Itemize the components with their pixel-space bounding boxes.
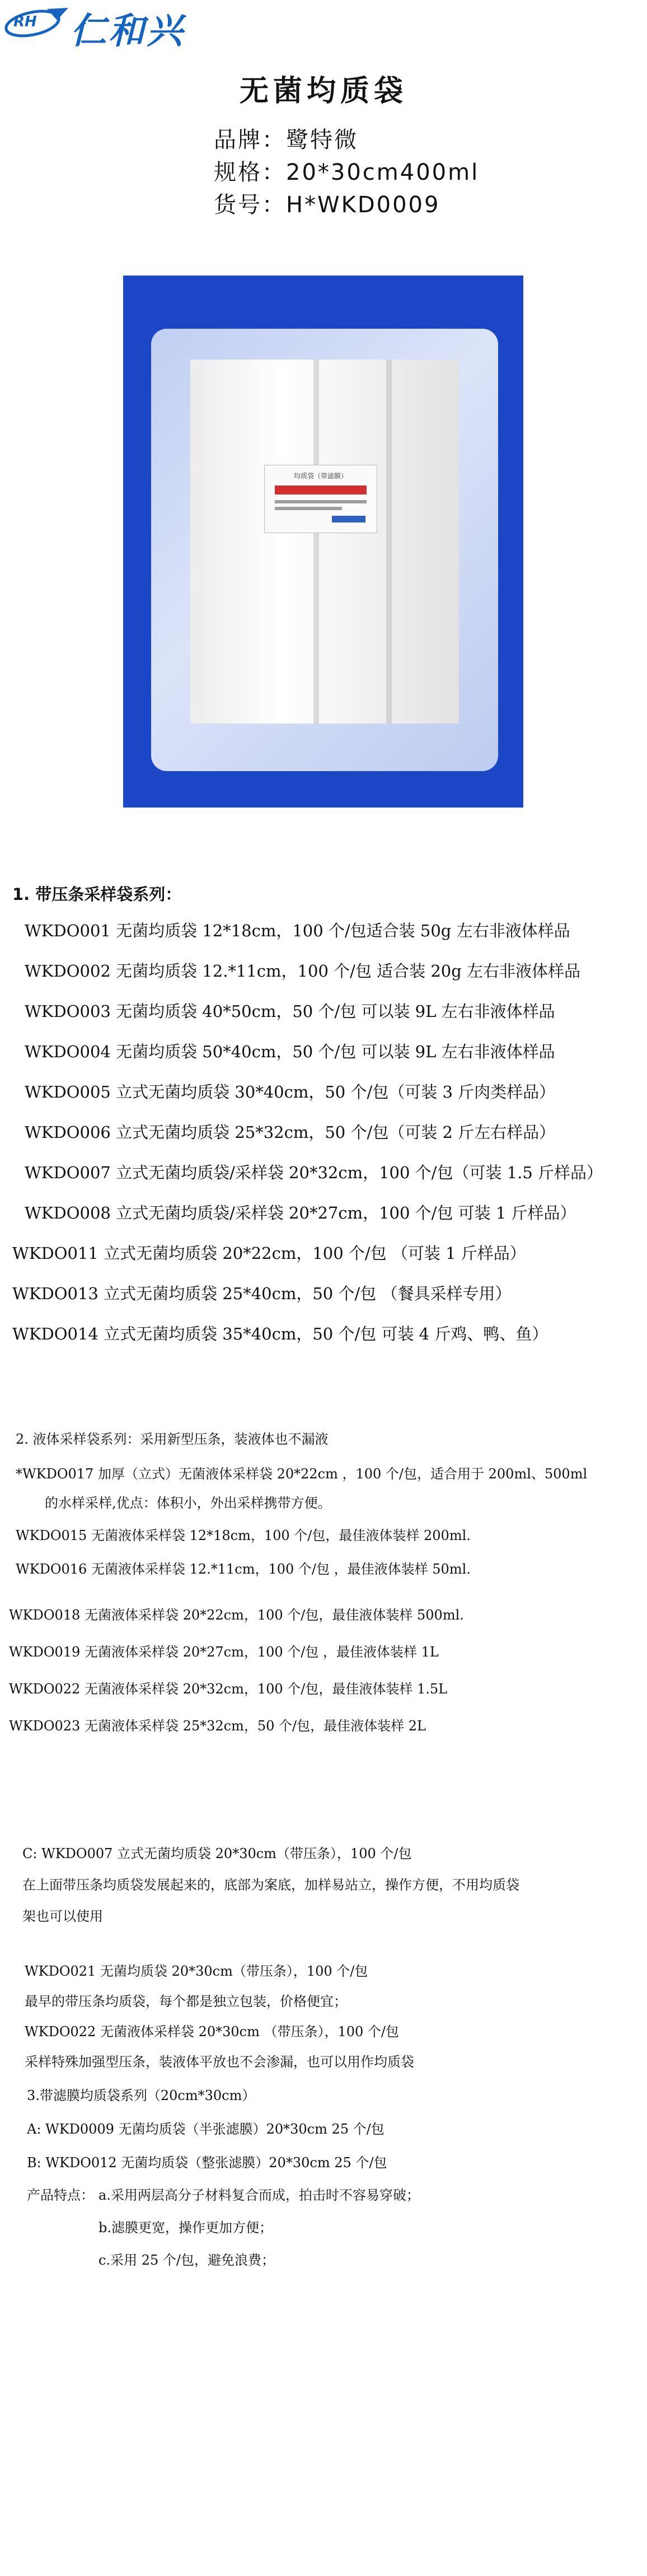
filter-series-item-a: A: WKD0009 无菌均质袋（半张滤膜）20*30cm 25 个/包 — [27, 2121, 385, 2137]
section1-item: WKDO004 无菌均质袋 50*40cm，50 个/包 可以装 9L 左右非液体样品 — [25, 1042, 555, 1061]
section1-item: WKDO013 立式无菌均质袋 25*40cm，50 个/包 （餐具采样专用） — [12, 1284, 512, 1303]
section3-note: 最早的带压条均质袋，每个都是独立包装，价格便宜； — [25, 1994, 347, 2009]
section1-item: WKDO002 无菌均质袋 12.*11cm，100 个/包 适合装 20g 左右非液体样品 — [25, 962, 581, 981]
section2-intro-line: 的水样采样,优点：体积小，外出采样携带方便。 — [45, 1495, 331, 1511]
section2-item: WKDO022 无菌液体采样袋 20*32cm，100 个/包，最佳液体装样 1.5L — [9, 1681, 448, 1697]
label-card-red-band — [275, 486, 367, 494]
label-card-text-line — [275, 500, 367, 503]
bag-stack — [190, 360, 459, 724]
filter-series-heading: 3.带滤膜均质袋系列（20cm*30cm） — [27, 2088, 256, 2103]
bag-fold-line — [386, 360, 392, 724]
section1-item: WKDO007 立式无菌均质袋/采样袋 20*32cm，100 个/包（可装 1.5 斤样品） — [25, 1163, 603, 1182]
filter-series-item-b: B: WKDO012 无菌均质袋（整张滤膜）20*30cm 25 个/包 — [27, 2155, 387, 2171]
section2-item: WKDO023 无菌液体采样袋 25*32cm，50 个/包，最佳液体装样 2L — [9, 1718, 426, 1734]
label-card-text-line — [275, 507, 342, 510]
section3-item: WKDO021 无菌均质袋 20*30cm（带压条），100 个/包 — [25, 1963, 368, 1979]
label-card-title: 均质袋（带滤膜） — [293, 472, 348, 480]
section2-item: WKDO016 无菌液体采样袋 12.*11cm，100 个/包 ，最佳液体装样 50ml. — [16, 1561, 471, 1577]
spec-line: 规格：20*30cm400ml — [214, 160, 480, 185]
section3-item: WKDO022 无菌液体采样袋 20*30cm （带压条），100 个/包 — [25, 2024, 400, 2040]
section3-note: 采样特殊加强型压条，装液体平放也不会渗漏，也可以用作均质袋 — [25, 2054, 414, 2070]
section2-item: WKDO018 无菌液体采样袋 20*22cm，100 个/包，最佳液体装样 500ml. — [9, 1607, 464, 1623]
section1-item: WKDO008 立式无菌均质袋/采样袋 20*27cm，100 个/包 可装 1 斤样品） — [25, 1203, 576, 1222]
section2-intro-line: *WKDO017 加厚（立式）无菌液体采样袋 20*22cm ，100 个/包，适合用于 200ml、500ml — [16, 1466, 588, 1482]
item-number-line: 货号：H*WKD0009 — [214, 192, 440, 218]
section3-c-description: 在上面带压条均质袋发展起来的，底部为案底，加样易站立，操作方便，不用均质袋 — [22, 1877, 519, 1893]
features-label: 产品特点： — [27, 2187, 94, 2203]
label-card-blue-mark — [332, 516, 365, 522]
section2-item: WKDO015 无菌液体采样袋 12*18cm，100 个/包，最佳液体装样 200ml. — [16, 1528, 471, 1543]
section1-item: WKDO005 立式无菌均质袋 30*40cm，50 个/包（可装 3 斤肉类样品） — [25, 1082, 556, 1102]
section1-item: WKDO001 无菌均质袋 12*18cm，100 个/包适合装 50g 左右非液体样品 — [25, 921, 570, 940]
brand-line: 品牌：鹭特微 — [214, 127, 358, 153]
section3-c-description: 架也可以使用 — [22, 1908, 103, 1924]
section2-item: WKDO019 无菌液体采样袋 20*27cm，100 个/包 ，最佳液体装样 1L — [9, 1644, 439, 1660]
section1-item: WKDO003 无菌均质袋 40*50cm，50 个/包 可以装 9L 左右非液体样品 — [25, 1002, 555, 1021]
feature-item: a.采用两层高分子材料复合而成，拍击时不容易穿破； — [99, 2187, 420, 2203]
section2-heading: 2. 液体采样袋系列：采用新型压条，装液体也不漏液 — [16, 1431, 329, 1447]
product-photo — [123, 276, 523, 808]
section1-item: WKDO014 立式无菌均质袋 35*40cm，50 个/包 可装 4 斤鸡、鸭、鱼） — [12, 1324, 548, 1343]
section1-item: WKDO006 立式无菌均质袋 25*32cm，50 个/包（可装 2 斤左右样品） — [25, 1123, 556, 1142]
section3-c-line: C: WKDO007 立式无菌均质袋 20*30cm（带压条），100 个/包 — [22, 1846, 412, 1861]
bag-fold-line — [313, 360, 319, 724]
feature-item: b.滤膜更宽，操作更加方便； — [99, 2220, 273, 2236]
company-logo — [0, 0, 235, 52]
feature-item: c.采用 25 个/包，避免浪费； — [99, 2252, 275, 2268]
logo-mark-text: RH — [13, 13, 37, 30]
logo-brand-text: 仁和兴 — [71, 11, 185, 52]
product-label-card — [264, 465, 377, 533]
page-title: 无菌均质袋 — [239, 74, 407, 108]
section1-heading: 1. 带压条采样袋系列： — [12, 885, 182, 904]
section1-item: WKDO011 立式无菌均质袋 20*22cm，100 个/包 （可装 1 斤样品） — [12, 1244, 526, 1263]
